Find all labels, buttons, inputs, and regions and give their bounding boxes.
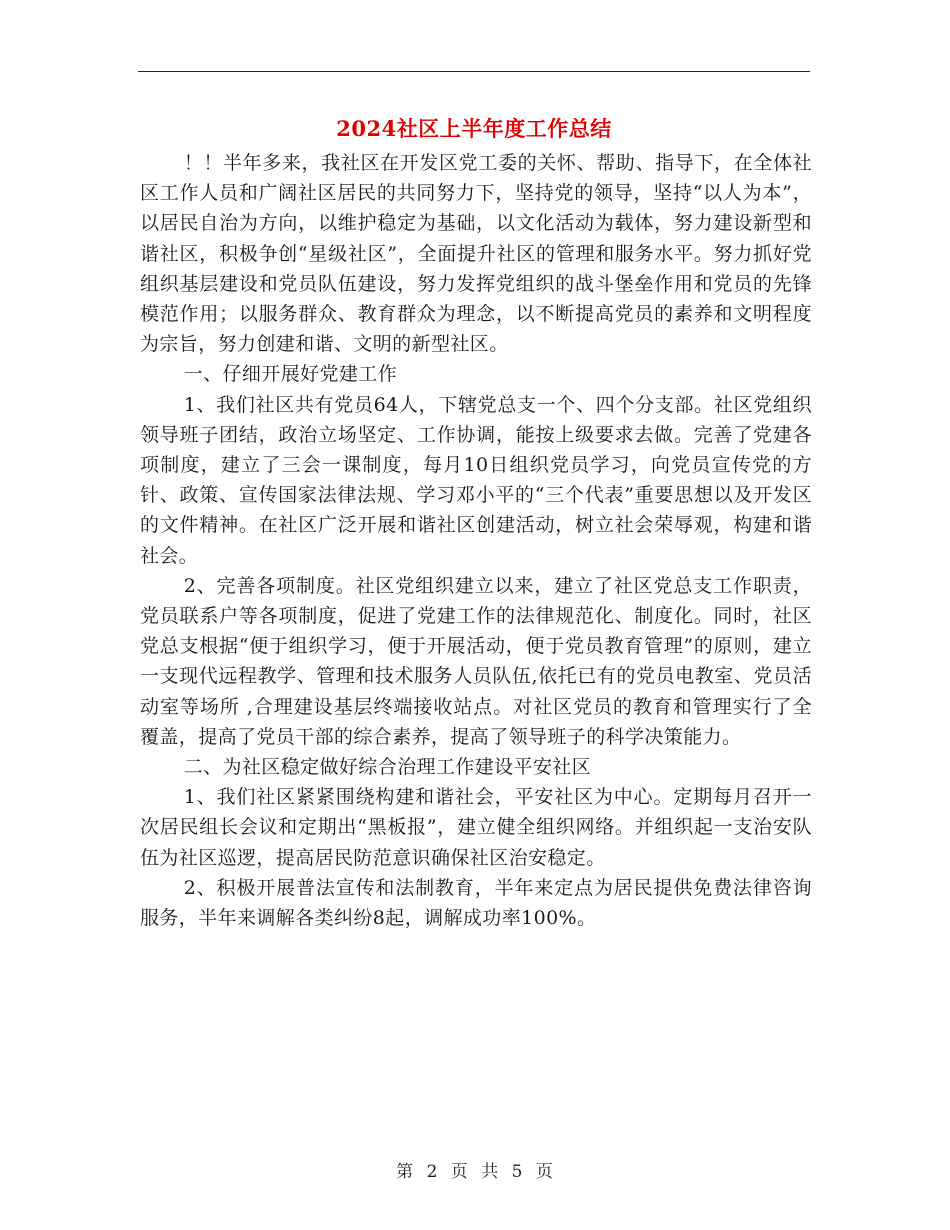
document-body [140, 148, 812, 933]
paragraph-2-1: 1、我们社区紧紧围绕构建和谐社会，平安社区为中心。定期每月召开一次居民组长会议和定期出“黑板报”，建立健全组织网络。并组织起一支治安队伍为社区巡逻，提高居民防范意识确保社区治安稳定。 [140, 786, 812, 869]
paragraph-intro: ！！半年多来，我社区在开发区党工委的关怀、帮助、指导下，在全体社区工作人员和广阔社区居民的共同努力下，坚持党的领导，坚持“以人为本”，以居民自治为方向，以维护稳定为基础，以文化活动为载体，努力建设新型和谐社区，积极争创“星级社区”，全面提升社区的管理和服务水平。努力抓好党组织基层建设和党员队伍建设，努力发挥党组织的战斗堡垒作用和党员的先锋模范作用；以服务群众、教育群众为理念，以不断提高党员的素养和文明程度为宗旨，努力创建和谐、文明的新型社区。 [140, 152, 812, 356]
footer-total-pages: 5 [511, 1162, 524, 1182]
paragraph-1-1: 1、我们社区共有党员64人，下辖党总支一个、四个分支部。社区党组织领导班子团结，政治立场坚定、工作协调，能按上级要求去做。完善了党建各项制度，建立了三会一课制度，每月10日组织党员学习，向党员宣传党的方针、政策、宣传国家法律法规、学习邓小平的“三个代表”重要思想以及开发区的文件精神。在社区广泛开展和谐社区创建活动，树立社会荣辱观，构建和谐社会。 [140, 393, 812, 567]
footer-page-number: 2 [426, 1162, 439, 1182]
footer-total-word: 共 [481, 1162, 500, 1182]
page-footer [0, 1157, 950, 1182]
header-rule [138, 71, 810, 72]
footer-suffix: 页 [535, 1162, 554, 1182]
footer-page-word: 页 [450, 1162, 469, 1182]
section-heading-1: 一、仔细开展好党建工作 [183, 363, 398, 386]
paragraph-2-2: 2、积极开展普法宣传和法制教育，半年来定点为居民提供免费法律咨询服务，半年来调解各类纠纷8起，调解成功率100%。 [140, 876, 812, 930]
footer-prefix: 第 [396, 1162, 415, 1182]
paragraph-1-2: 2、完善各项制度。社区党组织建立以来，建立了社区党总支工作职责，党员联系户等各项制度，促进了党建工作的法律规范化、制度化。同时，社区党总支根据“便于组织学习，便于开展活动，便于党员教育管理”的原则，建立一支现代远程教学、管理和技术服务人员队伍,依托已有的党员电教室、党员活动室等场所 ,合理建设基层终端接收站点。对社区党员的教育和管理实行了全覆盖，提高了党员干部的综合素养，提高了领导班子的科学决策能力。 [140, 574, 812, 748]
document-title: 2024社区上半年度工作总结 [336, 116, 612, 141]
section-heading-2: 二、为社区稳定做好综合治理工作建设平安社区 [183, 756, 592, 779]
